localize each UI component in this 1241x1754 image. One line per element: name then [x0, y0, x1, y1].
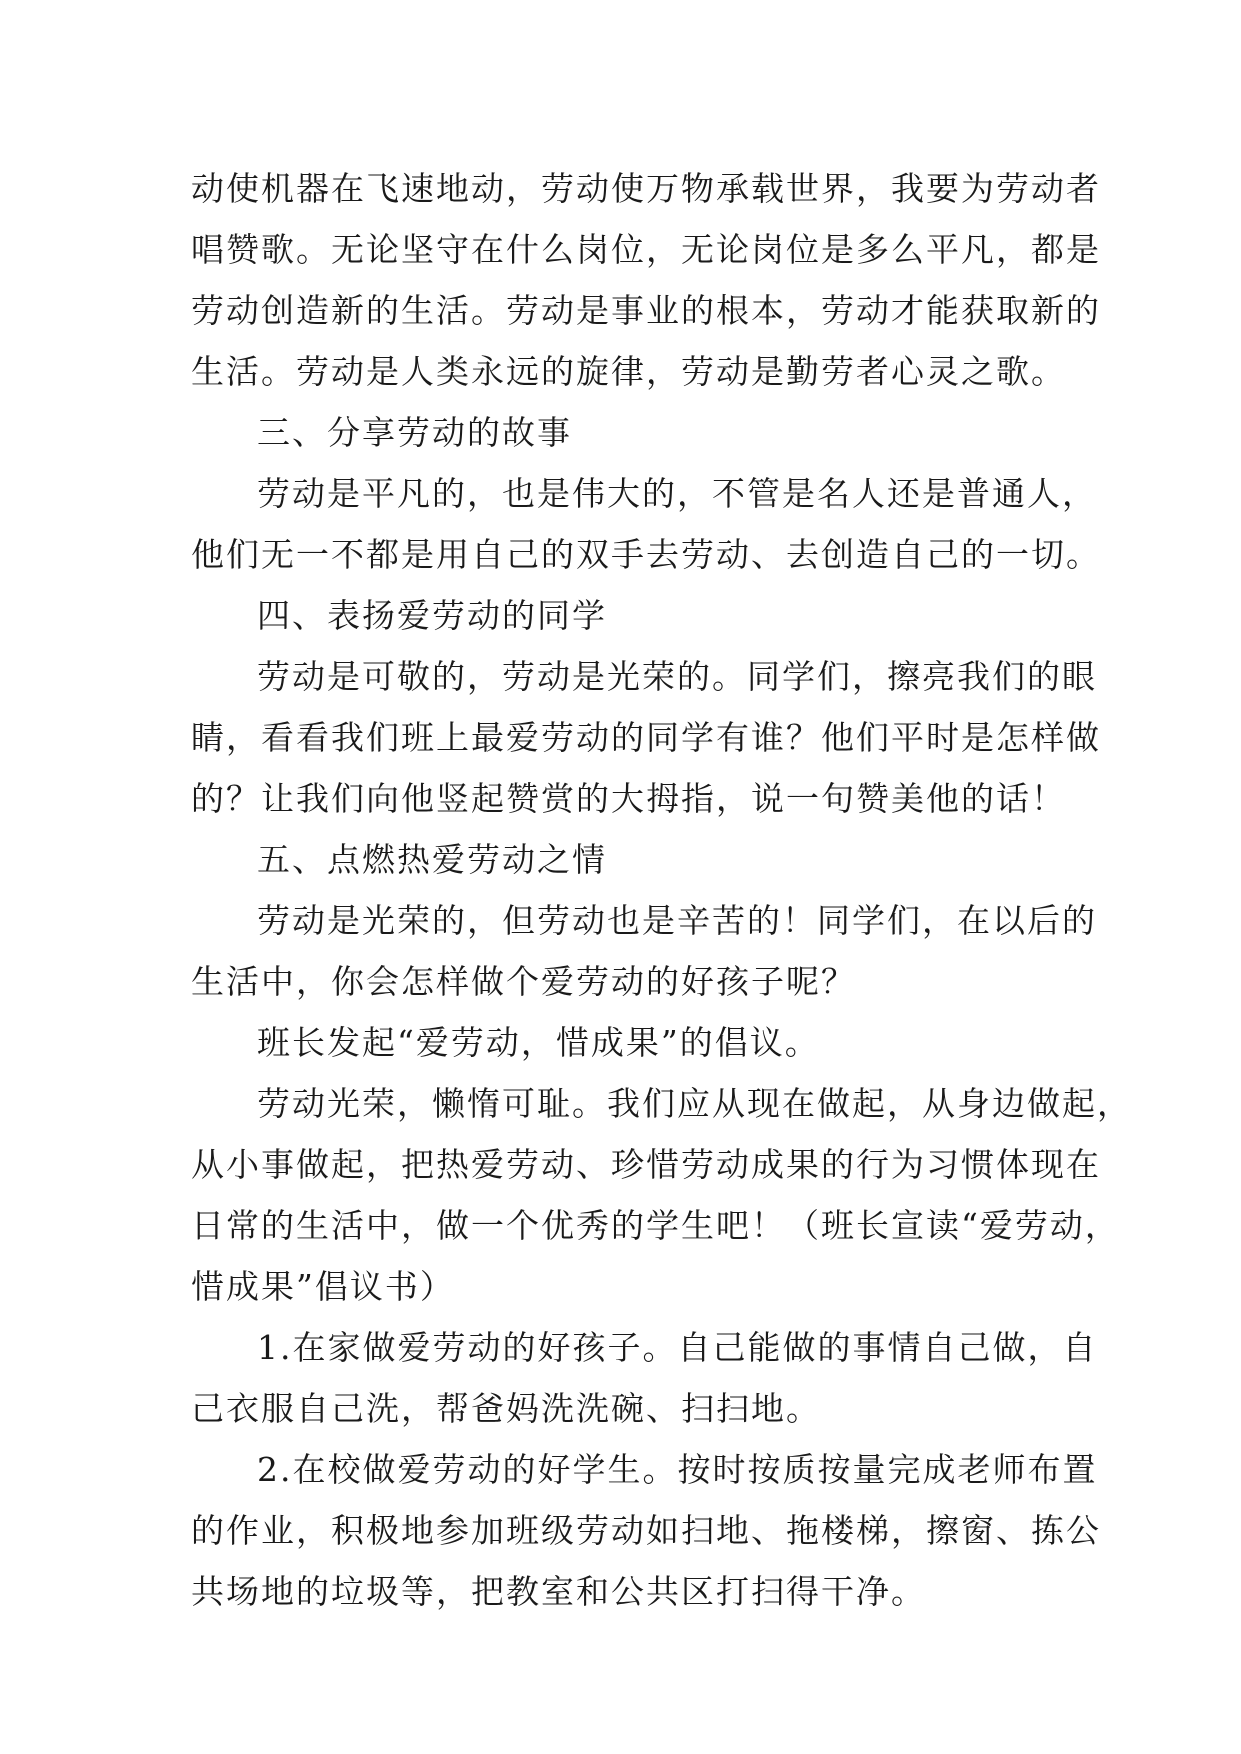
text-line: 劳动是平凡的，也是伟大的，不管是名人还是普通人， [257, 474, 1097, 513]
section-heading: 四、表扬爱劳动的同学 [257, 596, 607, 635]
text-line: 己衣服自己洗，帮爸妈洗洗碗、扫扫地。 [191, 1389, 821, 1428]
document-body [191, 158, 1132, 1622]
list-item: 2.在校做爱劳动的好学生。按时按质按量完成老师布置 [257, 1450, 1098, 1489]
text-line: 劳动创造新的生活。劳动是事业的根本，劳动才能获取新的 [191, 291, 1101, 330]
text-line: 唱赞歌。无论坚守在什么岗位，无论岗位是多么平凡，都是 [191, 230, 1101, 269]
text-line: 日常的生活中，做一个优秀的学生吧！（班长宣读“爱劳动， [191, 1206, 1120, 1245]
text-line: 劳动光荣，懒惰可耻。我们应从现在做起，从身边做起， [257, 1084, 1132, 1123]
text-line: 共场地的垃圾等，把教室和公共区打扫得干净。 [191, 1572, 926, 1611]
text-line: 生活中，你会怎样做个爱劳动的好孩子呢？ [191, 962, 856, 1001]
text-line: 劳动是可敬的，劳动是光荣的。同学们，擦亮我们的眼 [257, 657, 1097, 696]
text-line: 睛，看看我们班上最爱劳动的同学有谁？他们平时是怎样做 [191, 718, 1101, 757]
section-heading: 三、分享劳动的故事 [257, 413, 572, 452]
list-item: 1.在家做爱劳动的好孩子。自己能做的事情自己做，自 [257, 1328, 1098, 1367]
text-line: 动使机器在飞速地动，劳动使万物承载世界，我要为劳动者 [191, 169, 1101, 208]
text-line: 生活。劳动是人类永远的旋律，劳动是勤劳者心灵之歌。 [191, 352, 1066, 391]
text-line: 劳动是光荣的，但劳动也是辛苦的！同学们，在以后的 [257, 901, 1097, 940]
text-line: 的作业，积极地参加班级劳动如扫地、拖楼梯，擦窗、拣公 [191, 1511, 1101, 1550]
text-line: 班长发起“爱劳动，惜成果”的倡议。 [257, 1023, 820, 1062]
text-line: 惜成果”倡议书） [191, 1267, 455, 1306]
text-line: 的？让我们向他竖起赞赏的大拇指，说一句赞美他的话！ [191, 779, 1066, 818]
section-heading: 五、点燃热爱劳动之情 [257, 840, 607, 879]
text-line: 从小事做起，把热爱劳动、珍惜劳动成果的行为习惯体现在 [191, 1145, 1101, 1184]
text-line: 他们无一不都是用自己的双手去劳动、去创造自己的一切。 [191, 535, 1101, 574]
